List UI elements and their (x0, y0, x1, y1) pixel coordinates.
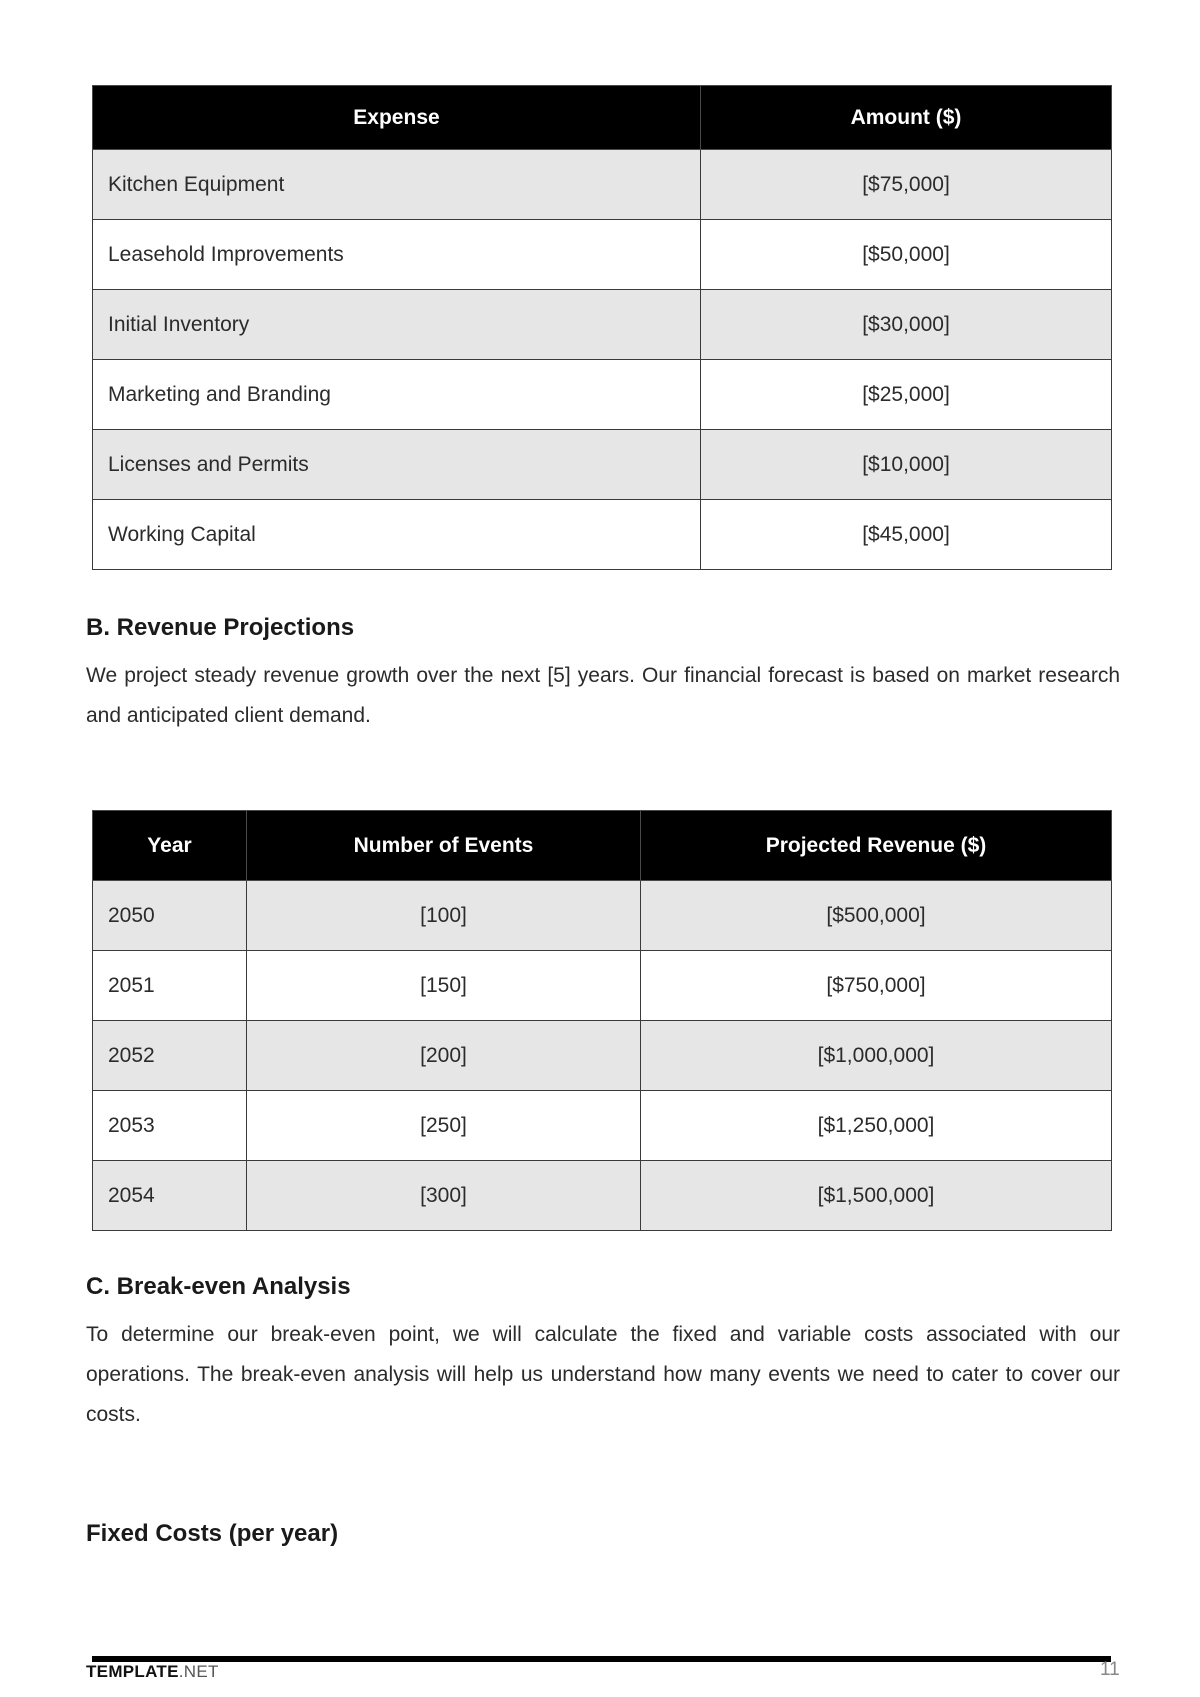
expense-cell: Working Capital (93, 500, 701, 570)
breakeven-analysis-heading: C. Break-even Analysis (86, 1273, 351, 1300)
events-cell: [100] (247, 881, 641, 951)
expense-cell: Leasehold Improvements (93, 220, 701, 290)
table-row (93, 220, 1112, 290)
table-row (93, 881, 1112, 951)
amount-cell: [$50,000] (701, 220, 1112, 290)
table-row (93, 290, 1112, 360)
table-row (93, 1021, 1112, 1091)
year-cell: 2050 (93, 881, 247, 951)
fixed-costs-heading: Fixed Costs (per year) (86, 1520, 339, 1547)
table-row (93, 430, 1112, 500)
revenue-cell: [$1,000,000] (641, 1021, 1112, 1091)
revenue-cell: [$1,250,000] (641, 1091, 1112, 1161)
events-cell: [300] (247, 1161, 641, 1231)
table-row (93, 1161, 1112, 1231)
footer-rule (92, 1656, 1111, 1662)
table-row (93, 360, 1112, 430)
events-cell: [250] (247, 1091, 641, 1161)
year-cell: 2054 (93, 1161, 247, 1231)
breakeven-analysis-paragraph: To determine our break-even point, we will calculate the fixed and variable costs associated with our operations. The break-even analysis will help us understand how many events we need to cater to cover our costs. (86, 1323, 1120, 1426)
expense-cell: Marketing and Branding (93, 360, 701, 430)
column-header-year: Year (93, 811, 247, 881)
revenue-cell: [$1,500,000] (641, 1161, 1112, 1231)
expense-table (92, 85, 1112, 570)
table-row (93, 951, 1112, 1021)
events-cell: [150] (247, 951, 641, 1021)
amount-cell: [$30,000] (701, 290, 1112, 360)
amount-cell: [$45,000] (701, 500, 1112, 570)
column-header-revenue: Projected Revenue ($) (641, 811, 1112, 881)
year-cell: 2052 (93, 1021, 247, 1091)
column-header-amount: Amount ($) (701, 86, 1112, 150)
year-cell: 2053 (93, 1091, 247, 1161)
table-row (93, 500, 1112, 570)
expense-cell: Licenses and Permits (93, 430, 701, 500)
expense-cell: Initial Inventory (93, 290, 701, 360)
amount-cell: [$25,000] (701, 360, 1112, 430)
brand-logo-light: .NET (178, 1662, 219, 1681)
revenue-cell: [$500,000] (641, 881, 1112, 951)
brand-logo-bold: TEMPLATE (86, 1662, 179, 1681)
revenue-cell: [$750,000] (641, 951, 1112, 1021)
table-row (93, 1091, 1112, 1161)
revenue-table (92, 810, 1112, 1231)
table-header-row (93, 86, 1112, 150)
brand-logo (86, 1662, 219, 1682)
table-row (93, 150, 1112, 220)
expense-cell: Kitchen Equipment (93, 150, 701, 220)
table-header-row (93, 811, 1112, 881)
revenue-projections-heading: B. Revenue Projections (86, 614, 355, 641)
year-cell: 2051 (93, 951, 247, 1021)
amount-cell: [$75,000] (701, 150, 1112, 220)
column-header-expense: Expense (93, 86, 701, 150)
revenue-projections-paragraph: We project steady revenue growth over the next [5] years. Our financial forecast is based on market research and anticipated client demand. (86, 664, 1120, 727)
events-cell: [200] (247, 1021, 641, 1091)
amount-cell: [$10,000] (701, 430, 1112, 500)
column-header-events: Number of Events (247, 811, 641, 881)
page-number: 11 (1100, 1659, 1120, 1680)
